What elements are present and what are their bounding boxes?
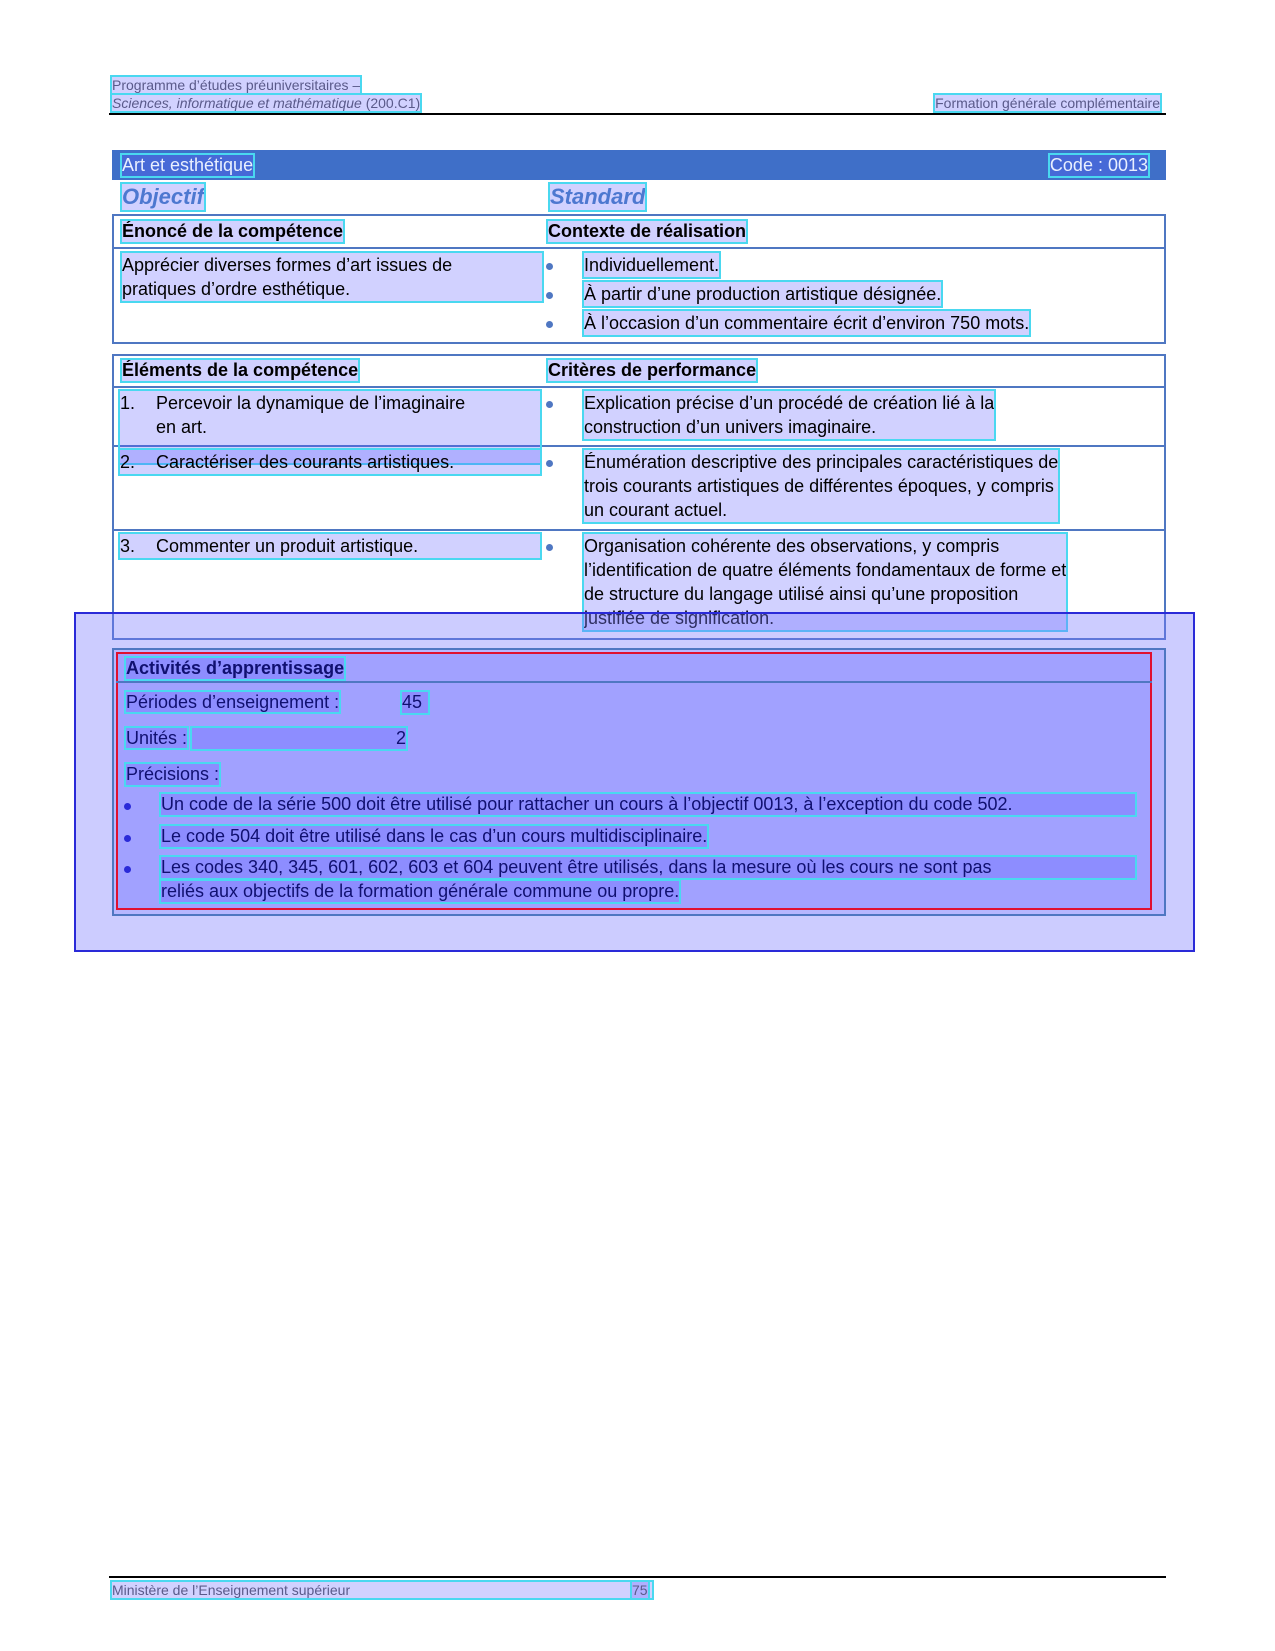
critere-line: Organisation cohérente des observations, y compris	[584, 536, 1000, 556]
header-program-line: Programme d’études préuniversitaires –	[112, 77, 361, 93]
element-line: en art.	[156, 417, 208, 437]
activites-divider	[116, 681, 1152, 683]
unites-row	[126, 728, 406, 749]
standard-heading: Standard	[550, 184, 646, 209]
critere-line: de structure du langage utilisé ainsi qu’une proposition	[584, 584, 1019, 604]
periodes-label: Périodes d’enseignement :	[126, 692, 340, 712]
element-text: Caractériser des courants artistiques.	[156, 452, 455, 472]
enonce-line: Apprécier diverses formes d’art issues de	[122, 255, 453, 275]
element-number: 1.	[120, 393, 136, 413]
header-program-name	[112, 95, 420, 111]
element-text	[156, 391, 465, 439]
critere-line: trois courants artistiques de différentes époques, y compris	[584, 476, 1054, 496]
element-row-2	[120, 450, 540, 474]
critere-line: Énumération descriptive des principales caractéristiques de	[584, 452, 1059, 472]
contexte-header: Contexte de réalisation	[548, 221, 747, 241]
critere-line: un courant actuel.	[584, 500, 728, 520]
critere-line: Explication précise d’un procédé de création lié à la	[584, 393, 995, 413]
activites-title: Activités d’apprentissage	[126, 658, 345, 678]
element-number: 2.	[120, 452, 136, 472]
enonce-header: Énoncé de la compétence	[122, 221, 344, 241]
bullet-icon	[124, 803, 131, 810]
critere-row-1	[584, 391, 994, 439]
critere-line: l’identification de quatre éléments fondamentaux de forme et	[584, 560, 1067, 580]
critere-line: justifiée de signification.	[584, 608, 775, 628]
periodes-row	[126, 692, 423, 713]
element-row-3	[120, 534, 540, 558]
unites-value: 2	[192, 728, 406, 749]
bullet-icon	[546, 292, 553, 299]
criteres-header: Critères de performance	[548, 360, 757, 380]
footer-rule	[109, 1576, 1166, 1578]
contexte-item: À partir d’une production artistique désignée.	[584, 284, 942, 304]
elements-header: Éléments de la compétence	[122, 360, 359, 380]
page-number: 75	[632, 1582, 648, 1598]
header-program-title: Sciences, informatique et mathématique	[112, 95, 362, 111]
elements-table-divider	[112, 386, 1166, 388]
bullet-icon	[546, 544, 553, 551]
element-text: Commenter un produit artistique.	[156, 536, 419, 556]
bullet-icon	[546, 401, 553, 408]
contexte-item: À l’occasion d’un commentaire écrit d’environ 750 mots.	[584, 313, 1030, 333]
contexte-item: Individuellement.	[584, 255, 720, 275]
course-code: Code : 0013	[1049, 155, 1148, 175]
precisions-label: Précisions :	[126, 764, 220, 784]
bullet-icon	[546, 321, 553, 328]
element-line: Percevoir la dynamique de l’imaginaire	[156, 393, 466, 413]
course-title: Art et esthétique	[122, 155, 254, 175]
objectif-heading: Objectif	[122, 184, 204, 209]
header-program-code: (200.C1)	[361, 95, 421, 111]
periodes-value: 45	[402, 692, 428, 713]
critere-row-2	[584, 450, 1058, 522]
bullet-icon	[546, 263, 553, 270]
elements-row-divider	[112, 529, 1166, 531]
course-title-bar	[112, 150, 1166, 180]
bullet-icon	[124, 835, 131, 842]
precision-item: Le code 504 doit être utilisé dans le cas d’un cours multidisciplinaire.	[161, 826, 708, 846]
header-section-name: Formation générale complémentaire	[935, 95, 1160, 111]
element-number: 3.	[120, 536, 136, 556]
bullet-icon	[124, 866, 131, 873]
enonce-text	[122, 253, 542, 301]
competence-table-divider	[112, 247, 1166, 249]
enonce-line: pratiques d’ordre esthétique.	[122, 279, 351, 299]
precision-item-continuation: reliés aux objectifs de la formation générale commune ou propre.	[161, 881, 680, 901]
header-rule	[109, 113, 1166, 115]
bullet-icon	[546, 460, 553, 467]
precision-item: Les codes 340, 345, 601, 602, 603 et 604 peuvent être utilisés, dans la mesure où les cours ne sont pas	[161, 857, 1135, 878]
precision-item: Un code de la série 500 doit être utilisé pour rattacher un cours à l’objectif 0013, à l’exception du code 502.	[161, 794, 1135, 815]
unites-label: Unités :	[126, 728, 188, 748]
footer-ministry: Ministère de l’Enseignement supérieur	[112, 1582, 652, 1598]
critere-line: construction d’un univers imaginaire.	[584, 417, 877, 437]
